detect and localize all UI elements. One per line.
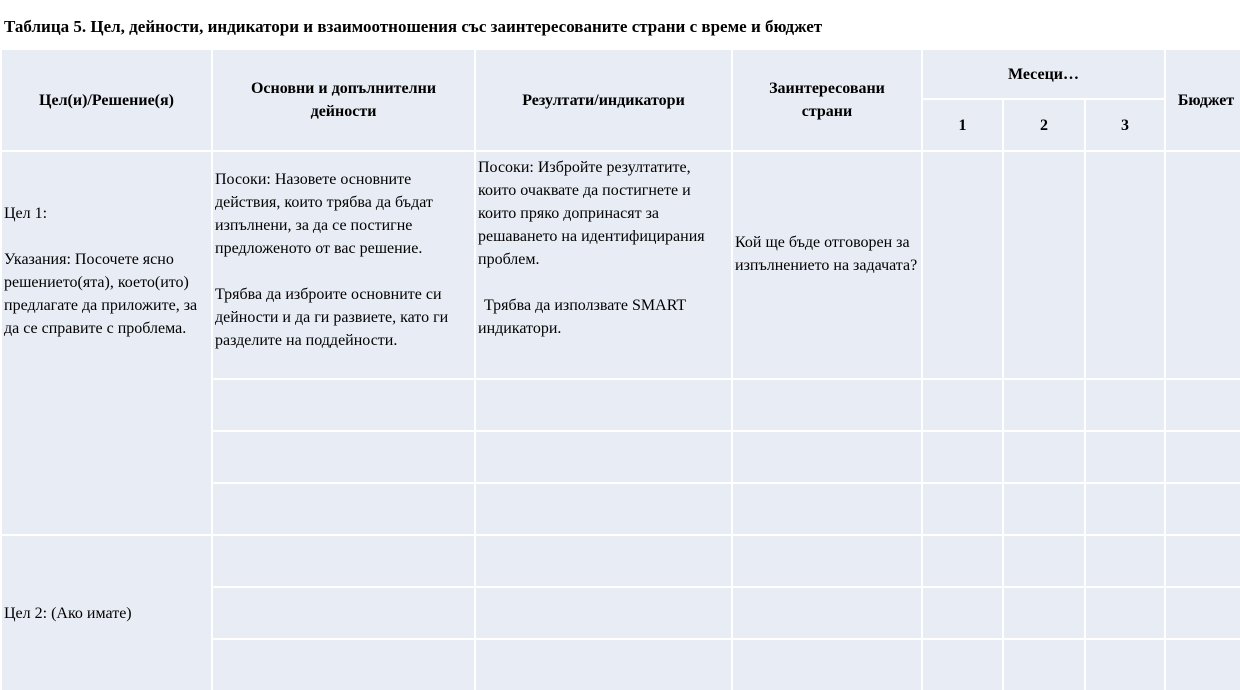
goal-1-label: Цел 1: bbox=[4, 205, 48, 222]
empty-cell bbox=[1004, 380, 1084, 430]
empty-cell bbox=[1086, 484, 1164, 534]
empty-cell bbox=[1004, 640, 1084, 690]
empty-cell bbox=[1004, 484, 1084, 534]
empty-cell bbox=[923, 536, 1002, 586]
empty-cell bbox=[476, 536, 731, 586]
results-hint-p1: Посоки: Избройте резултатите, които очаквате да постигнете и които пряко допринасят за решаването на идентифицирания проблем. bbox=[478, 159, 705, 268]
goal-2-cell bbox=[2, 536, 211, 690]
activities-hint-p1: Посоки: Назовете основните действия, които трябва да бъдат изпълнени, за да се постигне предложеното от вас решение. bbox=[215, 171, 433, 257]
empty-cell bbox=[476, 380, 731, 430]
empty-cell bbox=[213, 432, 474, 482]
empty-cell bbox=[213, 640, 474, 690]
results-hint-cell bbox=[476, 152, 731, 378]
goal-2-label: Цел 2: (Ако имате) bbox=[4, 604, 132, 622]
budget-cell bbox=[1166, 152, 1240, 378]
empty-cell bbox=[213, 484, 474, 534]
empty-cell bbox=[476, 588, 731, 638]
empty-cell bbox=[1166, 640, 1240, 690]
empty-cell bbox=[923, 432, 1002, 482]
empty-cell bbox=[476, 640, 731, 690]
empty-cell bbox=[1086, 536, 1164, 586]
empty-cell bbox=[733, 380, 921, 430]
empty-cell bbox=[923, 588, 1002, 638]
empty-cell bbox=[733, 432, 921, 482]
empty-cell bbox=[1086, 640, 1164, 690]
stakeholders-hint-cell bbox=[733, 152, 921, 378]
empty-cell bbox=[1166, 484, 1240, 534]
stakeholders-hint: Кой ще бъде отговорен за изпълнението на задачата? bbox=[735, 234, 918, 274]
goal-1-cell bbox=[2, 152, 211, 534]
month-3-cell bbox=[1086, 152, 1164, 378]
empty-cell bbox=[1004, 432, 1084, 482]
empty-cell bbox=[213, 380, 474, 430]
month-2-cell bbox=[1004, 152, 1084, 378]
empty-cell bbox=[733, 588, 921, 638]
empty-cell bbox=[1166, 432, 1240, 482]
empty-cell bbox=[1086, 380, 1164, 430]
empty-cell bbox=[923, 484, 1002, 534]
empty-cell bbox=[733, 536, 921, 586]
empty-cell bbox=[1004, 536, 1084, 586]
empty-cell bbox=[1166, 536, 1240, 586]
activities-hint-p2: Трябва да изброите основните си дейности и да ги развиете, като ги разделите на поддейности. bbox=[215, 286, 449, 349]
header-results: Резултати/индикатори bbox=[476, 50, 731, 150]
header-activities: Основни и допълнителни дейности bbox=[213, 50, 474, 150]
planning-table bbox=[2, 50, 1238, 677]
empty-cell bbox=[923, 380, 1002, 430]
header-month-3: 3 bbox=[1086, 100, 1164, 150]
header-budget: Бюджет bbox=[1166, 50, 1240, 150]
empty-cell bbox=[1166, 588, 1240, 638]
empty-cell bbox=[476, 484, 731, 534]
empty-cell bbox=[733, 484, 921, 534]
month-1-cell bbox=[923, 152, 1002, 378]
empty-cell bbox=[1004, 588, 1084, 638]
empty-cell bbox=[213, 536, 474, 586]
empty-cell bbox=[1166, 380, 1240, 430]
header-month-1: 1 bbox=[923, 100, 1002, 150]
header-month-2: 2 bbox=[1004, 100, 1084, 150]
empty-cell bbox=[476, 432, 731, 482]
activities-hint-cell bbox=[213, 152, 474, 378]
empty-cell bbox=[1086, 432, 1164, 482]
header-stakeholders: Заинтересовани страни bbox=[733, 50, 921, 150]
results-hint-p2: Трябва да използвате SMART индикатори. bbox=[478, 297, 686, 337]
goal-1-instructions: Указания: Посочете ясно решението(ята), което(ито) предлагате да приложите, за да се справите с проблема. bbox=[4, 251, 198, 337]
header-months: Месеци… bbox=[923, 50, 1164, 98]
table-caption: Таблица 5. Цел, дейности, индикатори и взаимоотношения със заинтересованите страни с време и бюджет bbox=[4, 17, 823, 36]
empty-cell bbox=[213, 588, 474, 638]
empty-cell bbox=[733, 640, 921, 690]
empty-cell bbox=[923, 640, 1002, 690]
empty-cell bbox=[1086, 588, 1164, 638]
header-goal: Цел(и)/Решение(я) bbox=[2, 50, 211, 150]
